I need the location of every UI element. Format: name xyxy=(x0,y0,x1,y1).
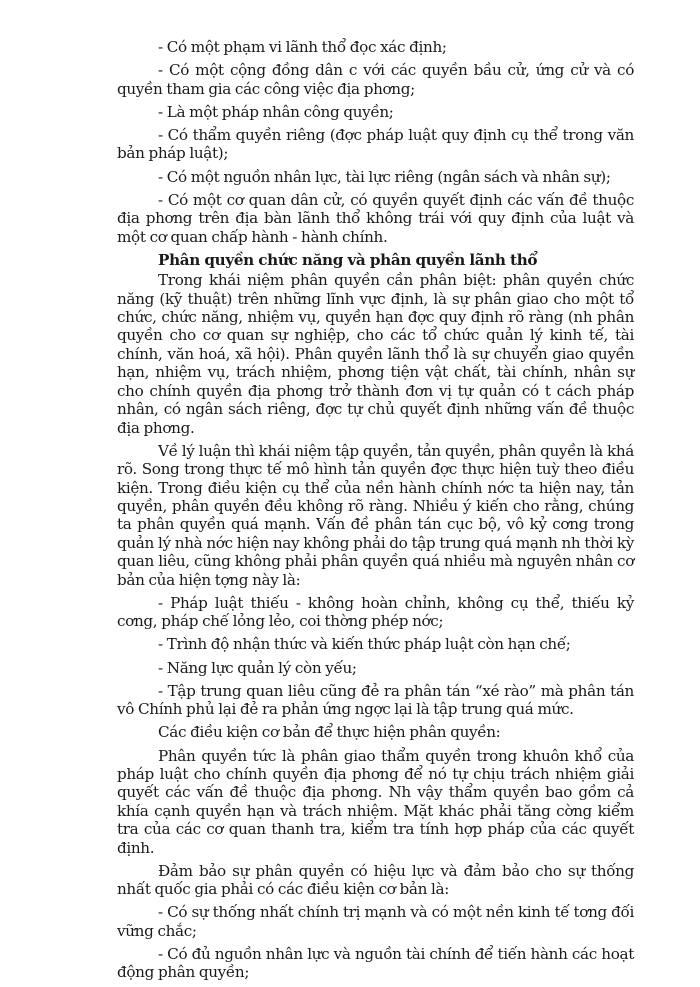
bullet-community: - Có một cộng đồng dân c với các quyền bầu cử, ứng cử và có quyền tham gia các công việc địa phơng; xyxy=(117,61,634,98)
paragraph-ensure-effectiveness: Đảm bảo sự phân quyền có hiệu lực và đảm bảo cho sự thống nhất quốc gia phải có các điều kiện cơ bản là: xyxy=(117,861,634,899)
subheading-conditions: Các điều kiện cơ bản để thực hiện phân quyền: xyxy=(158,723,501,742)
bullet-territory: - Có một phạm vi lãnh thổ đọc xác định; xyxy=(158,38,447,56)
paragraph-theory-practice: Về lý luận thì khái niệm tập quyền, tản quyền, phân quyền là khá rõ. Song trong thực tế mô hình tản quyền đợc thực hiện tuỳ theo điều kiện. Trong điều kiện cụ thể của nền hành chính nớc ta hiện nay, tản quyền, phân quyền đều không rõ ràng. Nhiều ý kiến cho rằng, chúng ta phân quyền quá mạnh. Vấn đề phân tán cục bộ, vô kỷ cơng trong quản lý nhà nớc hiện nay không phải do tập trung quá mạnh nh thời kỳ quan liêu, cũng không phải phân quyền quá nhiều mà nguyên nhân cơ bản của hiện tợng này là: xyxy=(117,441,634,589)
paragraph-functional-vs-territorial: Trong khái niệm phân quyền cần phân biệt: phân quyền chức năng (kỹ thuật) trên những lĩnh vực định, là sự phân giao cho một tổ chức, chức năng, nhiệm vụ, quyền hạn đợc quy định rõ ràng (nh phân quyền cho cơ quan sự nghiệp, cho các tổ chức quản lý kinh tế, tài chính, văn hoá, xã hội). Phân quyền lãnh thổ là sự chuyển giao quyền hạn, nhiệm vụ, trách nhiệm, phơng tiện vật chất, tài chính, nhân sự cho chính quyền địa phơng trở thành đơn vị tự quản có t cách pháp nhân, có ngân sách riêng, đợc tự chủ quyết định những vấn đề thuộc địa phơng. xyxy=(117,271,634,437)
bullet-capacity: - Năng lực quản lý còn yếu; xyxy=(158,658,357,677)
bullet-awareness: - Trình độ nhận thức và kiến thức pháp luật còn hạn chế; xyxy=(158,635,571,654)
paragraph-decentralization-definition: Phân quyền tức là phân giao thẩm quyền trong khuôn khổ của pháp luật cho chính quyền địa phơng để nó tự chịu trách nhiệm giải quyết các vấn đề thuộc địa phơng. Nh vậy thẩm quyền bao gồm cả khía cạnh quyền hạn và trách nhiệm. Mặt khác phải tăng cờng kiểm tra của các cơ quan thanh tra, kiểm tra tính hợp pháp của các quyết định. xyxy=(117,746,634,857)
bullet-legal-entity: - Là một pháp nhân công quyền; xyxy=(158,102,394,121)
bullet-law-deficient: - Pháp luật thiếu - không hoàn chỉnh, không cụ thể, thiếu kỷ cơng, pháp chế lỏng lẻo, coi thờng phép nớc; xyxy=(117,593,634,631)
section-heading: Phân quyền chức năng và phân quyền lãnh thổ xyxy=(158,250,538,269)
bullet-authority: - Có thẩm quyền riêng (đợc pháp luật quy định cụ thể trong văn bản pháp luật); xyxy=(117,126,634,163)
bullet-elected-body: - Có một cơ quan dân cử, có quyền quyết định các vấn đề thuộc địa phơng trên địa bàn lãnh thổ không trái với quy định của luật và một cơ quan chấp hành - hành chính. xyxy=(117,190,634,246)
bullet-political-unity: - Có sự thống nhất chính trị mạnh và có một nền kinh tế tơng đối vững chắc; xyxy=(117,903,634,940)
bullet-human-financial: - Có đủ nguồn nhân lực và nguồn tài chính để tiến hành các hoạt động phân quyền; xyxy=(117,945,634,982)
bullet-resources: - Có một nguồn nhân lực, tài lực riêng (ngân sách và nhân sự); xyxy=(158,167,611,186)
document-page xyxy=(117,38,634,987)
bullet-centralization: - Tập trung quan liêu cũng đẻ ra phân tán “xé rào” mà phân tán vô Chính phủ lại đẻ ra phản ứng ngợc lại là tập trung quá mức. xyxy=(117,681,634,719)
